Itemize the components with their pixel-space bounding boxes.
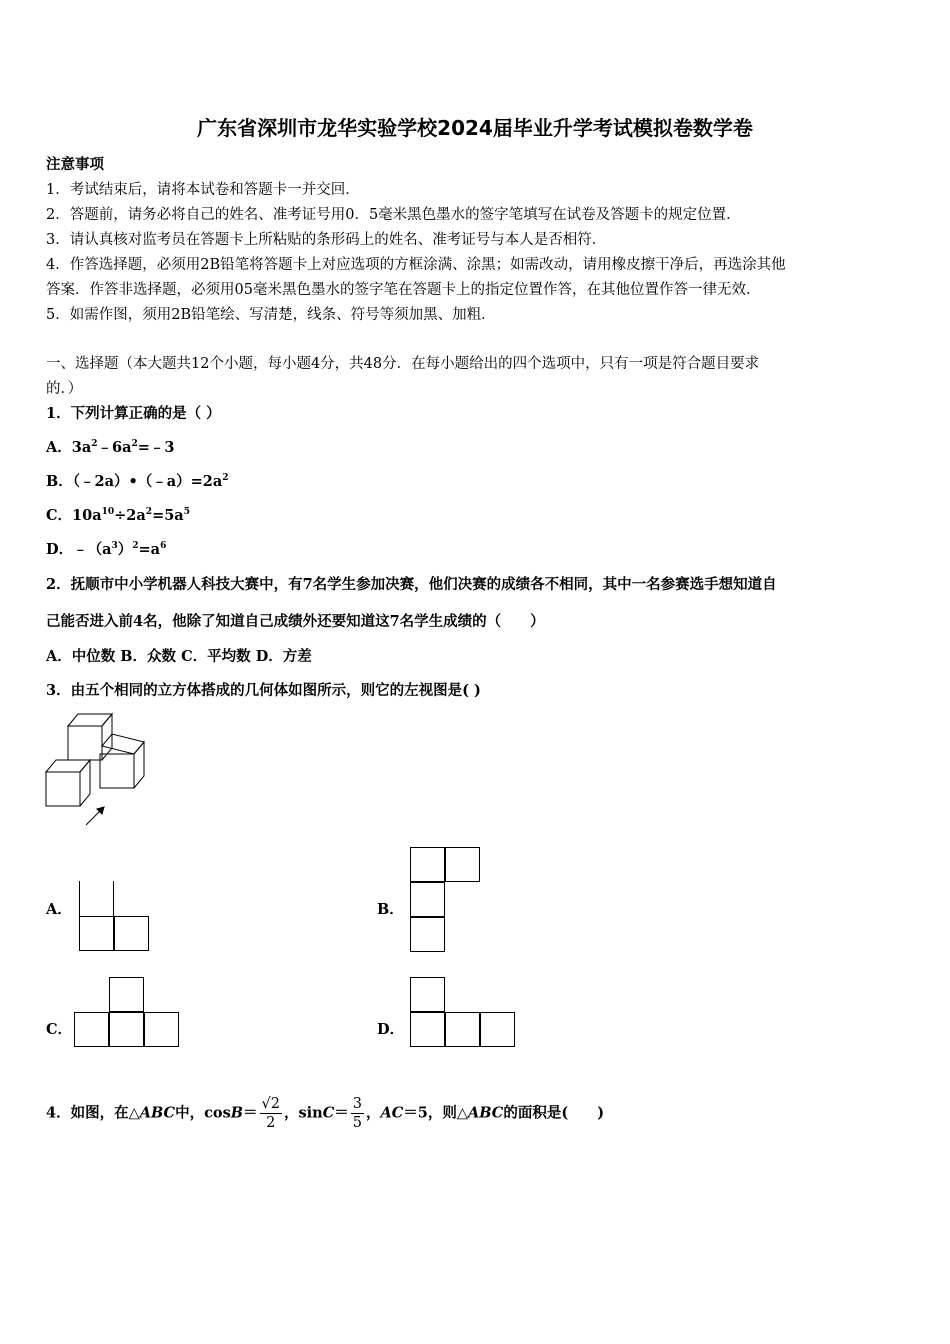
q2-stem-line1: 2．抚顺市中小学机器人科技大赛中，有7名学生参加决赛，他们决赛的成绩各不相同，其中一名参赛选手想知道自 [46, 576, 777, 593]
page-title: 广东省深圳市龙华实验学校2024届毕业升学考试模拟卷数学卷 [197, 116, 753, 140]
q2-stem-line2: 己能否进入前4名，他除了知道自己成绩外还要知道这7名学生成绩的（ ） [46, 613, 545, 630]
section-heading-line2: 的．） [46, 381, 83, 397]
q3-stem: 3．由五个相同的立方体搭成的几何体如图所示，则它的左视图是( ) [46, 682, 481, 699]
q3-option-c-label: C． [46, 1021, 73, 1038]
notice-item-5: 5．如需作图，须用2B铅笔绘、写清楚，线条、符号等须加黑、加粗． [46, 307, 496, 323]
notice-heading: 注意事项 [46, 156, 104, 173]
q1-option-a: A．$3a^2﹣6a^2=﹣3$ [46, 439, 175, 456]
q4-fraction-sinc: $\frac{3}{5}$ [352, 1096, 362, 1131]
q1-option-c: C．$10a^{10}\div 2a^2=5a^5$ [46, 507, 190, 524]
q3-option-b-label: B． [377, 901, 404, 918]
q1-stem: 1．下列计算正确的是（ ） [46, 405, 221, 422]
notice-item-3: 3．请认真核对监考员在答题卡上所粘贴的条形码上的姓名、准考证号与本人是否相符． [46, 232, 607, 248]
q1-option-d: D．$﹣(a^3)^2=a^6$ [46, 541, 167, 558]
notice-item-1: 1．考试结束后，请将本试卷和答题卡一并交回． [46, 182, 360, 198]
q3-option-d-label: D． [377, 1021, 405, 1038]
q3-cube-figure [40, 706, 150, 830]
q4-stem: 4．如图，在△ABC中，cosB＝ $\frac{√2}{2}$ ，sinC＝ $\frac{3}{5}$ ，AC＝5，则△ABC的面积是( ) [46, 1096, 605, 1131]
notice-item-2: 2．答题前，请务必将自己的姓名、准考证号用0．5毫米黑色墨水的签字笔填写在试卷及答题卡的规定位置． [46, 207, 741, 223]
notice-item-4-cont: 答案．作答非选择题，必须用05毫米黑色墨水的签字笔在答题卡上的指定位置作答，在其他位置作答一律无效． [46, 282, 761, 298]
notice-item-4: 4．作答选择题，必须用2B铅笔将答题卡上对应选项的方框涂满、涂黑；如需改动，请用橡皮擦干净后，再选涂其他 [46, 257, 786, 273]
q4-fraction-cosb: $\frac{√2}{2}$ [261, 1096, 280, 1131]
q3-option-a-label: A． [46, 901, 72, 918]
q1-option-b: B．$(﹣2a)•(﹣a)=2a^2$ [46, 473, 229, 490]
section-heading-line1: 一、选择题（本大题共12个小题，每小题4分，共48分．在每小题给出的四个选项中，只有一项是符合题目要求 [46, 356, 760, 372]
q2-options: A．中位数 B．众数 C．平均数 D．方差 [46, 648, 312, 665]
